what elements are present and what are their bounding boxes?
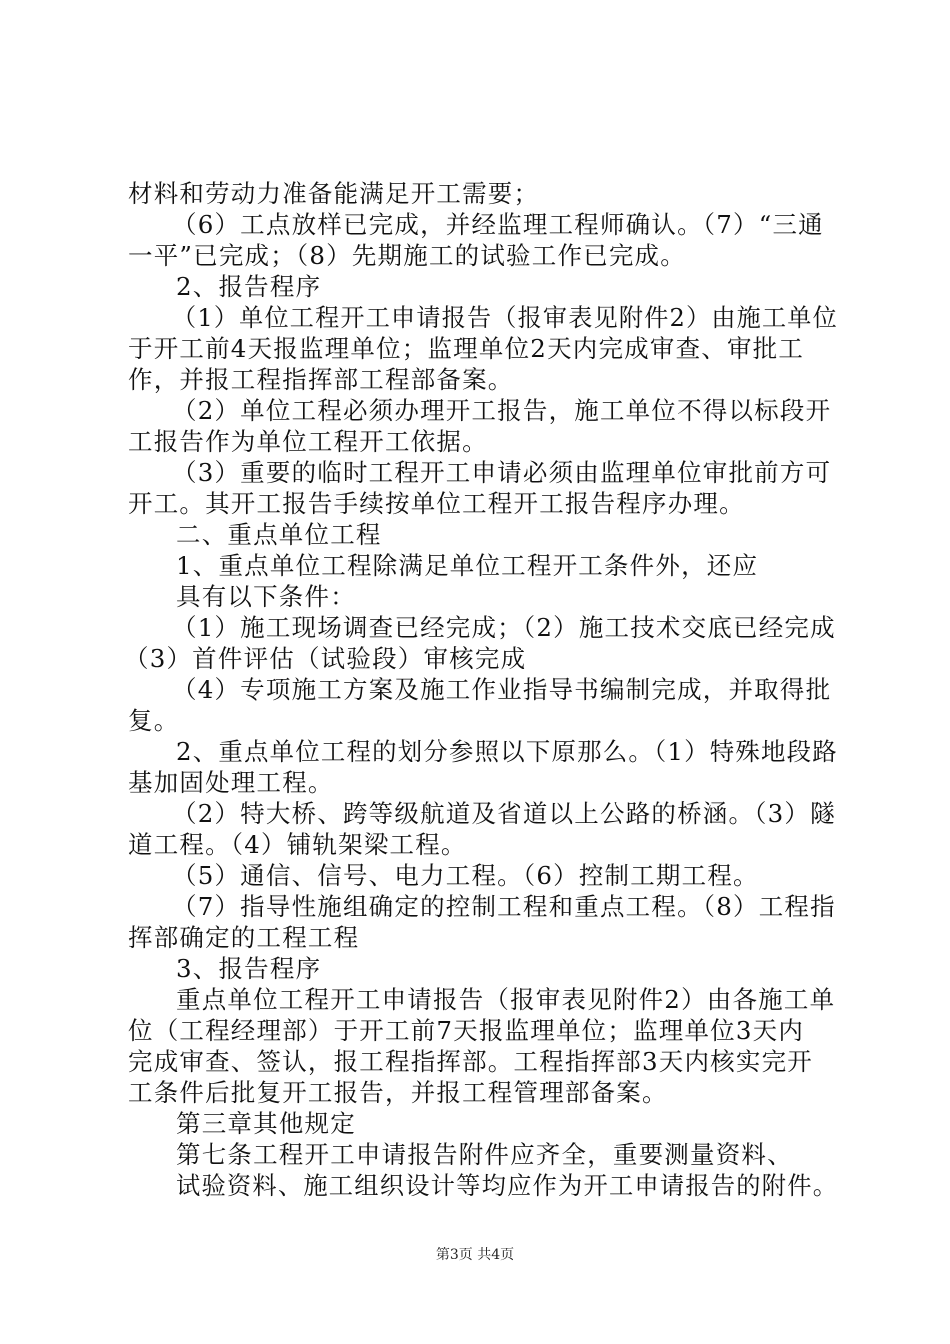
- text-line: （7）指导性施组确定的控制工程和重点工程。（8）工程指: [172, 892, 836, 921]
- page-footer: 第3页 共4页: [435, 1247, 515, 1263]
- text-line: 道工程。（4）铺轨架梁工程。: [128, 830, 467, 859]
- text-line: 作，并报工程指挥部工程部备案。: [128, 365, 514, 394]
- text-line: 复。: [128, 706, 180, 735]
- text-line: 工报告作为单位工程开工依据。: [128, 427, 488, 456]
- text-line: （5）通信、信号、电力工程。（6）控制工期工程。: [172, 861, 759, 890]
- text-line: 开工。其开工报告手续按单位工程开工报告程序办理。: [128, 489, 745, 518]
- text-line: （2）单位工程必须办理开工报告，施工单位不得以标段开: [172, 396, 832, 425]
- text-line: （3）首件评估（试验段）审核完成: [124, 644, 527, 673]
- section-heading: 二、重点单位工程: [176, 520, 382, 549]
- text-line: 基加固处理工程。: [128, 768, 334, 797]
- text-line: 挥部确定的工程工程: [128, 923, 360, 952]
- text-line: （1）单位工程开工申请报告（报审表见附件2）由施工单位: [172, 303, 838, 332]
- text-line: 材料和劳动力准备能满足开工需要；: [128, 179, 540, 208]
- section-heading: 2、报告程序: [176, 272, 322, 301]
- text-line: 试验资料、施工组织设计等均应作为开工申请报告的附件。: [176, 1171, 839, 1200]
- text-line: （6）工点放样已完成，并经监理工程师确认。（7）“三通: [172, 210, 824, 239]
- section-heading: 3、报告程序: [176, 954, 322, 983]
- text-line: 1、重点单位工程除满足单位工程开工条件外，还应: [176, 551, 759, 580]
- text-line: 工条件后批复开工报告，并报工程管理部备案。: [128, 1078, 668, 1107]
- text-line: 第七条工程开工申请报告附件应齐全，重要测量资料、: [176, 1140, 793, 1169]
- text-line: 重点单位工程开工申请报告（报审表见附件2）由各施工单: [176, 985, 836, 1014]
- text-line: 于开工前4天报监理单位；监理单位2天内完成审查、审批工: [128, 334, 805, 363]
- text-line: 一平”已完成；（8）先期施工的试验工作已完成。: [128, 241, 686, 270]
- text-line: 2、重点单位工程的划分参照以下原那么。（1）特殊地段路: [176, 737, 838, 766]
- text-line: （2）特大桥、跨等级航道及省道以上公路的桥涵。（3）隧: [172, 799, 836, 828]
- text-line: 完成审查、签认，报工程指挥部。工程指挥部3天内核实完开: [128, 1047, 813, 1076]
- text-line: （1）施工现场调查已经完成；（2）施工技术交底已经完成: [172, 613, 836, 642]
- text-line: （4）专项施工方案及施工作业指导书编制完成，并取得批: [172, 675, 832, 704]
- text-line: 具有以下条件：: [176, 582, 356, 611]
- text-line: 位（工程经理部）于开工前7天报监理单位；监理单位3天内: [128, 1016, 805, 1045]
- chapter-heading: 第三章其他规定: [176, 1109, 356, 1138]
- text-line: （3）重要的临时工程开工申请必须由监理单位审批前方可: [172, 458, 832, 487]
